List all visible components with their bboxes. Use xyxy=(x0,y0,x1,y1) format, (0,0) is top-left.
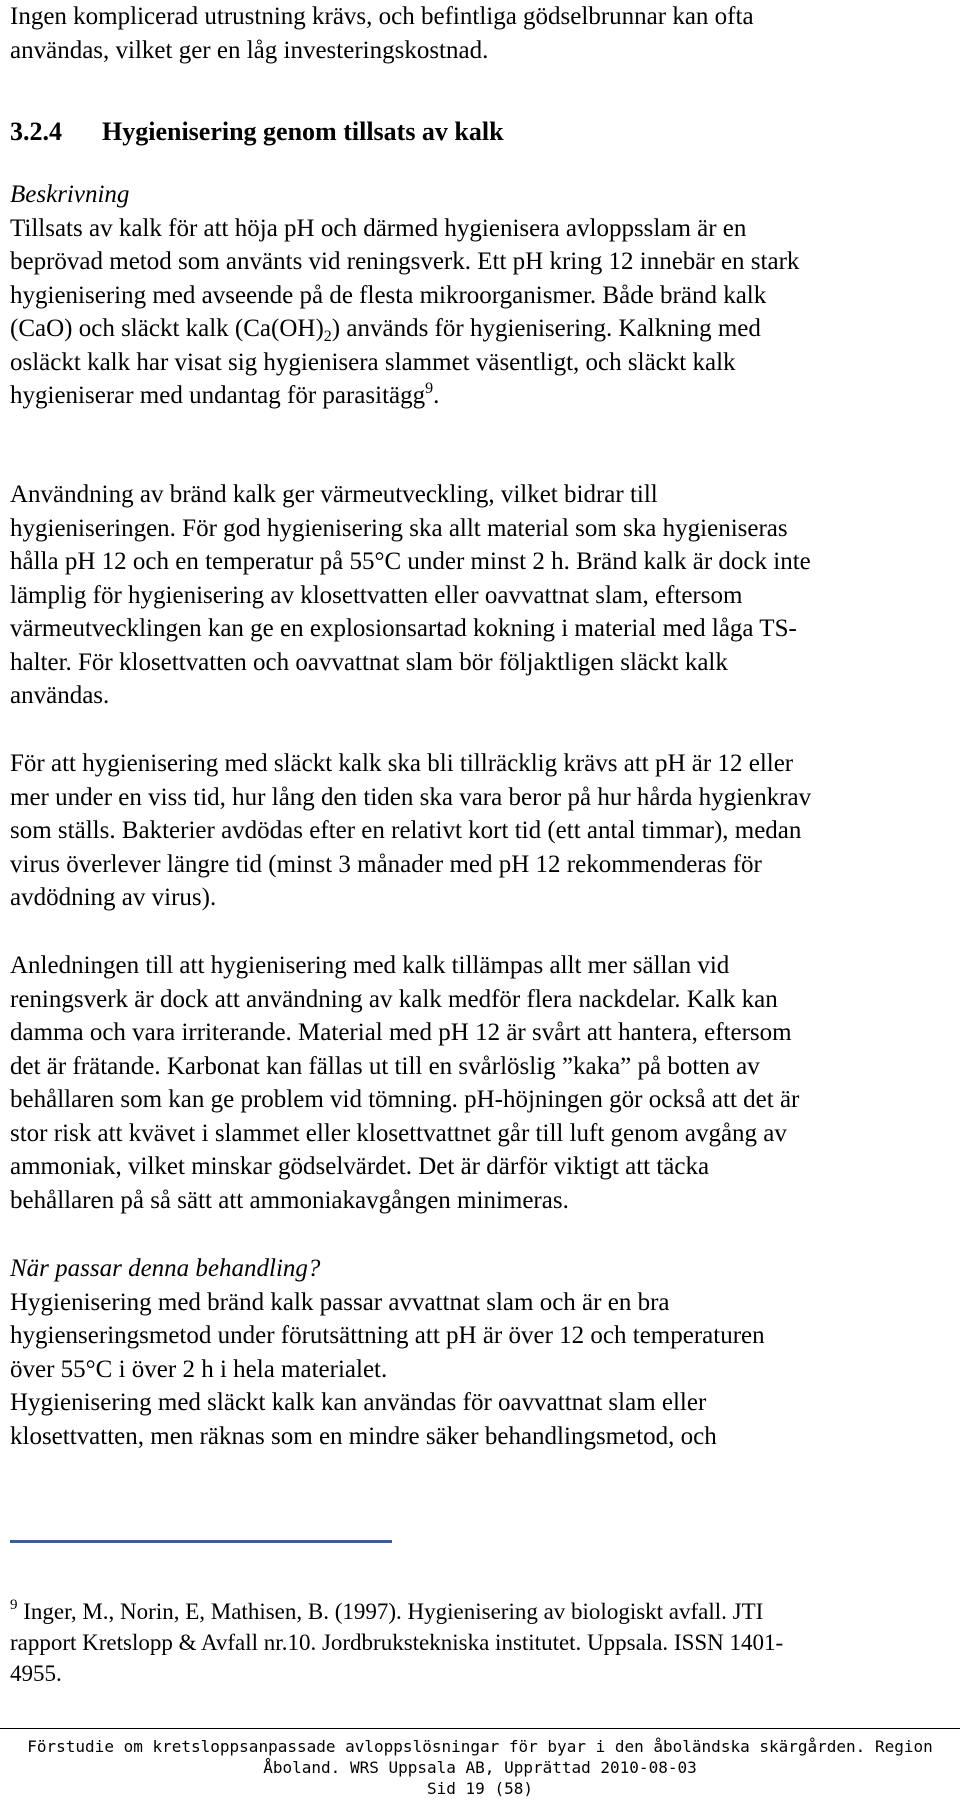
p3-line: virus överlever längre tid (minst 3 månader med pH 12 rekommenderas för xyxy=(10,850,762,878)
p1-line-5: osläckt kalk har visat sig hygienisera slammet väsentligt, och släckt kalk xyxy=(10,348,736,376)
intro-paragraph xyxy=(10,0,950,67)
section-title: Hygienisering genom tillsats av kalk xyxy=(102,117,504,146)
formula-post: ) används för hygienisering. Kalkning med xyxy=(331,315,761,342)
p2-line: hygieniseringen. För god hygienisering ska allt material som ska hygieniseras xyxy=(10,514,788,542)
p1-last-text: hygieniserar med undantag för parasitägg xyxy=(10,382,426,409)
p4-line: behållaren på så sätt att ammoniakavgången minimeras. xyxy=(10,1186,569,1214)
nar-passar-heading: När passar denna behandling? xyxy=(10,1255,321,1282)
formula-pre: (CaO) och släckt kalk (Ca(OH) xyxy=(10,315,324,342)
footer-line-2: Åboland. WRS Uppsala AB, Upprättad 2010-08-03 xyxy=(263,1758,697,1777)
p3-line: som ställs. Bakterier avdödas efter en relativt kort tid (ett antal timmar), medan xyxy=(10,817,802,844)
p1-line-1: Tillsats av kalk för att höja pH och därmed hygienisera avloppsslam är en xyxy=(10,214,747,242)
paragraph-4 xyxy=(10,949,950,1217)
nar-passar-line: hygienseringsmetod under förutsättning att pH är över 12 och temperaturen xyxy=(10,1322,765,1349)
p1-last-period: . xyxy=(433,382,440,409)
p1-line-2: beprövad metod som använts vid reningsverk. Ett pH kring 12 innebär en stark xyxy=(10,248,800,275)
p1-line-last xyxy=(10,379,950,413)
footer-divider xyxy=(0,1728,960,1729)
page-footer xyxy=(0,1736,960,1799)
footnote-marker: 9 xyxy=(10,1597,18,1613)
footnote-separator xyxy=(10,1540,392,1543)
p2-line: värmeutvecklingen kan ge en explosionsartad kokning i material med låga TS- xyxy=(10,615,797,642)
footnote-ref: 9 xyxy=(425,380,434,397)
p4-line: damma och vara irriterande. Material med pH 12 är svårt att hantera, eftersom xyxy=(10,1019,792,1046)
p4-line: stor risk att kvävet i slammet eller klosettvattnet går till luft genom avgång av xyxy=(10,1119,787,1147)
p2-line: halter. För klosettvatten och oavvattnat slam bör följaktligen släckt kalk xyxy=(10,648,728,676)
footnote-line-3: 4955. xyxy=(10,1661,62,1686)
footnote xyxy=(10,1596,950,1689)
p4-line: Anledningen till att hygienisering med kalk tillämpas allt mer sällan vid xyxy=(10,952,730,979)
page-number: Sid 19 (58) xyxy=(427,1779,533,1798)
p3-line: mer under en viss tid, hur lång den tiden ska vara beror på hur hårda hygienkrav xyxy=(10,783,812,811)
p2-line: Användning av bränd kalk ger värmeutveckling, vilket bidrar till xyxy=(10,481,658,508)
p4-line: det är frätande. Karbonat kan fällas ut till en svårlöslig ”kaka” på botten av xyxy=(10,1052,760,1080)
footnote-line-1 xyxy=(10,1596,950,1627)
nar-passar-line: Hygienisering med släckt kalk kan användas för oavvattnat slam eller xyxy=(10,1389,707,1416)
footer-line-1: Förstudie om kretsloppsanpassade avloppslösningar för byar i den åboländska skärgården. Region xyxy=(27,1737,933,1756)
beskrivning-heading: Beskrivning xyxy=(10,181,130,208)
formula-subscript: 2 xyxy=(323,328,332,345)
nar-passar-line: Hygienisering med bränd kalk passar avvattnat slam och är en bra xyxy=(10,1288,670,1316)
p4-line: ammoniak, vilket minskar gödselvärdet. Det är därför viktigt att täcka xyxy=(10,1153,710,1180)
p2-line: lämplig för hygienisering av klosettvatten eller oavvattnat slam, eftersom xyxy=(10,581,743,609)
intro-line-2: användas, vilket ger en låg investeringskostnad. xyxy=(10,36,489,64)
intro-line-1: Ingen komplicerad utrustning krävs, och befintliga gödselbrunnar kan ofta xyxy=(10,3,754,30)
section-number: 3.2.4 xyxy=(10,117,62,146)
p3-line: avdödning av virus). xyxy=(10,884,217,911)
nar-passar-line: klosettvatten, men räknas som en mindre säker behandlingsmetod, och xyxy=(10,1422,717,1450)
nar-passar-section xyxy=(10,1252,950,1453)
beskrivning-section xyxy=(10,178,950,413)
nar-passar-line: över 55°C i över 2 h i hela materialet. xyxy=(10,1355,388,1383)
p1-line-3: hygienisering med avseende på de flesta mikroorganismer. Både bränd kalk xyxy=(10,281,767,309)
p2-line: hålla pH 12 och en temperatur på 55°C under minst 2 h. Bränd kalk är dock inte xyxy=(10,548,811,575)
p3-line: För att hygienisering med släckt kalk ska bli tillräcklig krävs att pH är 12 eller xyxy=(10,750,794,777)
p4-line: behållaren som kan ge problem vid tömning. pH-höjningen gör också att det är xyxy=(10,1086,800,1113)
p1-line-formula xyxy=(10,312,950,346)
paragraph-2 xyxy=(10,478,950,713)
paragraph-3 xyxy=(10,747,950,915)
p2-line: användas. xyxy=(10,682,110,709)
p4-line: reningsverk är dock att användning av kalk medför flera nackdelar. Kalk kan xyxy=(10,985,778,1013)
footnote-line-2: rapport Kretslopp & Avfall nr.10. Jordbrukstekniska institutet. Uppsala. ISSN 1401- xyxy=(10,1630,784,1655)
footnote-text: Inger, M., Norin, E, Mathisen, B. (1997). Hygienisering av biologiskt avfall. JTI xyxy=(17,1599,764,1624)
section-heading xyxy=(10,115,950,149)
